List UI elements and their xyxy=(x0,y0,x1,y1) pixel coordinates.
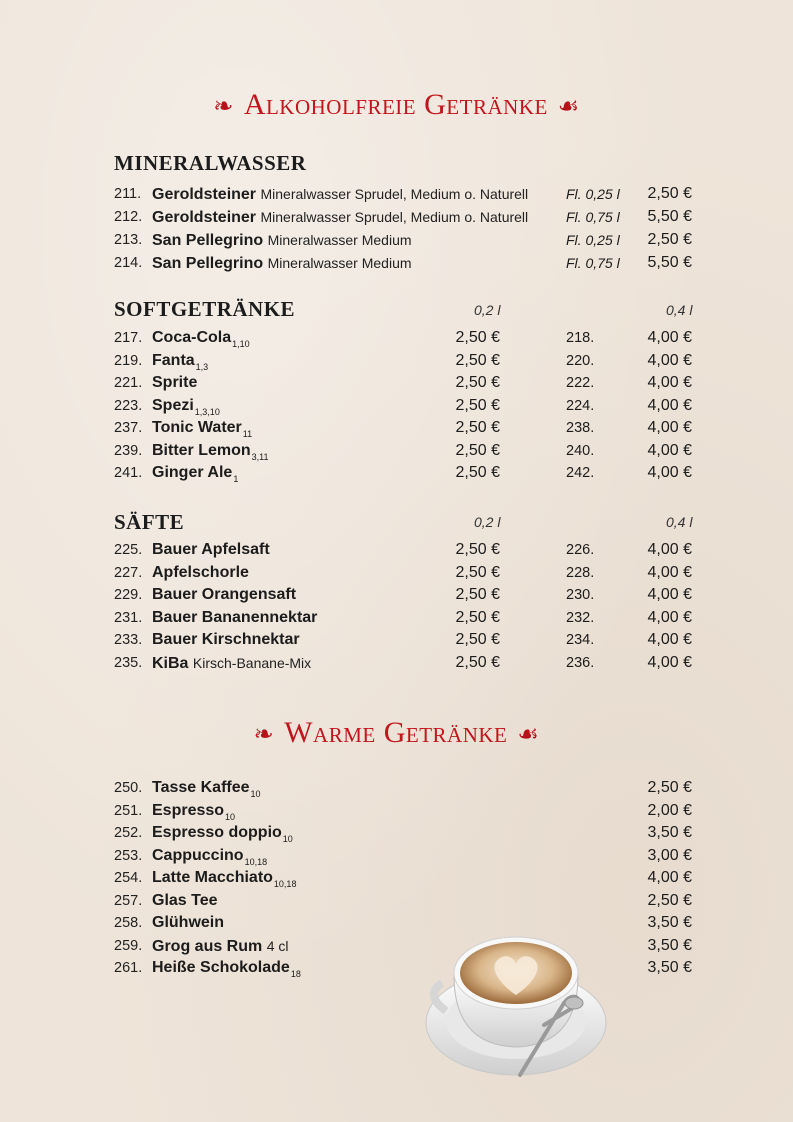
item-price: 3,50 € xyxy=(647,914,692,931)
menu-row xyxy=(0,372,793,394)
warm-drinks-title: Warme Getränke xyxy=(284,716,508,749)
item-number-large: 218. xyxy=(566,330,595,346)
item-price-large: 4,00 € xyxy=(647,419,692,436)
item-name: Cappuccino$_{10,18}$ xyxy=(152,846,268,867)
cold-drinks-title: Alkoholfreie Getränke xyxy=(243,88,548,121)
item-volume: Fl. 0,75 l xyxy=(566,255,620,271)
allergen-note: 3,11 xyxy=(251,451,269,462)
item-price-large: 4,00 € xyxy=(647,464,692,481)
warm-drinks-heading xyxy=(0,716,793,750)
cold-drinks-heading xyxy=(0,88,793,122)
item-price-small: 2,50 € xyxy=(455,541,500,558)
item-name: Geroldsteiner Mineralwasser Sprudel, Medium o. Naturell xyxy=(152,209,529,226)
item-name: KiBa Kirsch-Banane-Mix xyxy=(152,654,312,672)
item-number: 251. xyxy=(114,802,143,819)
item-price-large: 4,00 € xyxy=(647,586,692,603)
item-price: 2,50 € xyxy=(647,231,692,248)
item-number-large: 226. xyxy=(566,542,595,558)
item-price: 4,00 € xyxy=(647,869,692,886)
item-number: 253. xyxy=(114,847,143,864)
item-number: 239. xyxy=(114,442,143,459)
item-name: Sprite xyxy=(152,374,198,391)
menu-row xyxy=(0,183,793,205)
item-price: 2,50 € xyxy=(647,185,692,202)
item-name: Geroldsteiner Mineralwasser Sprudel, Medium o. Naturell xyxy=(152,186,529,203)
item-description: Mineralwasser Medium xyxy=(267,232,412,248)
menu-row xyxy=(0,327,793,349)
item-price-large: 4,00 € xyxy=(647,653,692,671)
menu-row xyxy=(0,867,793,889)
item-price: 3,50 € xyxy=(647,824,692,841)
item-price-large: 4,00 € xyxy=(647,541,692,558)
item-name: Bauer Apfelsaft xyxy=(152,541,270,558)
item-number: 252. xyxy=(114,825,143,841)
item-number-large: 220. xyxy=(566,352,595,369)
item-number: 258. xyxy=(114,915,143,931)
menu-row xyxy=(0,417,793,439)
item-price-small: 2,50 € xyxy=(455,653,500,671)
allergen-note: 1,3,10 xyxy=(194,406,220,417)
ornament-left-icon: ❧ xyxy=(213,94,234,120)
item-number-large: 222. xyxy=(566,375,595,391)
allergen-note: 10 xyxy=(250,789,261,799)
allergen-note: 1,3 xyxy=(195,361,209,372)
item-price: 5,50 € xyxy=(647,208,692,225)
item-number: 227. xyxy=(114,564,143,581)
item-price-small: 2,50 € xyxy=(455,396,500,414)
item-number-large: 230. xyxy=(566,587,595,603)
mineral-heading: MINERALWASSER xyxy=(114,151,307,175)
item-number: 231. xyxy=(114,609,143,626)
item-quantity: 4 cl xyxy=(266,937,289,954)
menu-row xyxy=(0,957,793,979)
item-number-large: 238. xyxy=(566,420,595,436)
item-price-large: 4,00 € xyxy=(647,351,692,369)
cappuccino-cup-icon xyxy=(424,925,614,1085)
item-number: 237. xyxy=(114,420,143,436)
item-price: 3,00 € xyxy=(647,846,692,864)
menu-row xyxy=(0,845,793,867)
item-volume: Fl. 0,75 l xyxy=(566,209,620,225)
juice-col-large: 0,4 l xyxy=(666,514,693,530)
item-name: Fanta$_{1,3}$ xyxy=(152,351,209,372)
soft-col-large: 0,4 l xyxy=(666,302,693,318)
item-name: Grog aus Rum 4 cl xyxy=(152,937,289,955)
item-number: 241. xyxy=(114,465,143,481)
item-price-large: 4,00 € xyxy=(647,608,692,626)
item-price: 3,50 € xyxy=(647,936,692,954)
item-price: 5,50 € xyxy=(647,254,692,271)
item-name: Bauer Bananennektar xyxy=(152,608,318,626)
item-price-large: 4,00 € xyxy=(647,396,692,414)
item-price-large: 4,00 € xyxy=(647,374,692,391)
allergen-note: 1 xyxy=(233,474,239,484)
ornament-left-icon: ❧ xyxy=(253,722,275,748)
juice-col-small: 0,2 l xyxy=(474,514,501,530)
item-name: Tasse Kaffee$_{10}$ xyxy=(152,779,261,799)
item-name: Espresso doppio$_{10}$ xyxy=(152,824,293,844)
item-price-large: 4,00 € xyxy=(647,441,692,459)
item-description: Mineralwasser Sprudel, Medium o. Naturell xyxy=(260,209,529,225)
item-number: 229. xyxy=(114,587,143,603)
juice-heading: SÄFTE xyxy=(114,510,185,534)
item-name: Glas Tee xyxy=(152,891,218,909)
item-number-large: 232. xyxy=(566,609,595,626)
menu-row xyxy=(0,229,793,251)
item-price-small: 2,50 € xyxy=(455,608,500,626)
item-name: Latte Macchiato$_{10,18}$ xyxy=(152,869,297,889)
menu-row xyxy=(0,350,793,372)
menu-row xyxy=(0,912,793,934)
item-number-large: 242. xyxy=(566,465,595,481)
menu-row xyxy=(0,607,793,629)
item-number-large: 234. xyxy=(566,632,595,648)
item-number: 214. xyxy=(114,255,143,271)
item-price-small: 2,50 € xyxy=(455,563,500,581)
item-volume: Fl. 0,25 l xyxy=(566,232,620,248)
item-price-small: 2,50 € xyxy=(455,464,500,481)
item-price-small: 2,50 € xyxy=(455,329,500,346)
item-number: 223. xyxy=(114,397,143,414)
item-price: 2,00 € xyxy=(647,801,692,819)
item-number: 259. xyxy=(114,937,143,954)
ornament-right-icon: ☙ xyxy=(557,94,580,120)
menu-row xyxy=(0,935,793,957)
menu-row xyxy=(0,584,793,606)
item-name: Apfelschorle xyxy=(152,563,249,581)
item-price-large: 4,00 € xyxy=(647,563,692,581)
item-price-small: 2,50 € xyxy=(455,441,500,459)
item-number: 225. xyxy=(114,542,143,558)
menu-row xyxy=(0,629,793,651)
item-name: Espresso$_{10}$ xyxy=(152,801,236,822)
item-price-small: 2,50 € xyxy=(455,374,500,391)
item-number: 219. xyxy=(114,352,143,369)
item-description: Mineralwasser Sprudel, Medium o. Naturell xyxy=(260,186,529,202)
allergen-note: 10,18 xyxy=(244,856,268,867)
menu-row xyxy=(0,462,793,484)
item-name: Coca-Cola$_{1,10}$ xyxy=(152,329,250,349)
allergen-note: 11 xyxy=(242,429,253,439)
item-number: 261. xyxy=(114,960,143,976)
item-price-large: 4,00 € xyxy=(647,329,692,346)
menu-row xyxy=(0,252,793,274)
item-number-large: 228. xyxy=(566,564,595,581)
item-name: Heiße Schokolade$_{18}$ xyxy=(152,959,301,979)
item-number: 233. xyxy=(114,632,143,648)
allergen-note: 10 xyxy=(282,834,293,844)
item-number: 221. xyxy=(114,375,143,391)
menu-row xyxy=(0,652,793,674)
menu-row xyxy=(0,800,793,822)
item-name: San Pellegrino Mineralwasser Medium xyxy=(152,232,412,249)
item-number-large: 236. xyxy=(566,654,595,671)
soft-col-small: 0,2 l xyxy=(474,302,501,318)
allergen-note: 18 xyxy=(290,969,301,979)
menu-row xyxy=(0,440,793,462)
item-name: Tonic Water$_{11}$ xyxy=(152,419,253,439)
allergen-note: 10 xyxy=(225,811,236,822)
item-number-large: 224. xyxy=(566,397,595,414)
item-price-small: 2,50 € xyxy=(455,586,500,603)
item-name: Glühwein xyxy=(152,914,224,931)
menu-row xyxy=(0,890,793,912)
menu-row xyxy=(0,206,793,228)
item-price-small: 2,50 € xyxy=(455,631,500,648)
item-name: San Pellegrino Mineralwasser Medium xyxy=(152,255,412,272)
item-name: Ginger Ale$_1$ xyxy=(152,464,239,484)
item-price-small: 2,50 € xyxy=(455,419,500,436)
menu-row xyxy=(0,539,793,561)
item-number: 250. xyxy=(114,780,143,796)
item-price: 2,50 € xyxy=(647,891,692,909)
ornament-right-icon: ☙ xyxy=(517,722,540,748)
item-number: 211. xyxy=(114,186,142,202)
menu-row xyxy=(0,777,793,799)
menu-row xyxy=(0,395,793,417)
item-number: 235. xyxy=(114,654,143,671)
item-price: 2,50 € xyxy=(647,779,692,796)
soft-heading: SOFTGETRÄNKE xyxy=(114,297,296,321)
allergen-note: 1,10 xyxy=(232,339,250,349)
item-number: 257. xyxy=(114,892,143,909)
item-number: 254. xyxy=(114,870,143,886)
menu-row xyxy=(0,562,793,584)
item-name: Bauer Orangensaft xyxy=(152,586,297,603)
item-price-small: 2,50 € xyxy=(455,351,500,369)
item-price-large: 4,00 € xyxy=(647,631,692,648)
item-price: 3,50 € xyxy=(647,959,692,976)
item-name: Bitter Lemon$_{3,11}$ xyxy=(152,441,269,462)
item-description: Kirsch-Banane-Mix xyxy=(192,654,312,671)
item-name: Spezi$_{1,3,10}$ xyxy=(152,396,220,417)
item-volume: Fl. 0,25 l xyxy=(566,186,620,202)
item-description: Mineralwasser Medium xyxy=(267,255,412,271)
item-number: 213. xyxy=(114,232,143,248)
menu-row xyxy=(0,822,793,844)
item-name: Bauer Kirschnektar xyxy=(152,631,300,648)
item-number: 212. xyxy=(114,209,143,225)
item-number-large: 240. xyxy=(566,442,595,459)
allergen-note: 10,18 xyxy=(273,879,297,889)
item-number: 217. xyxy=(114,330,143,346)
